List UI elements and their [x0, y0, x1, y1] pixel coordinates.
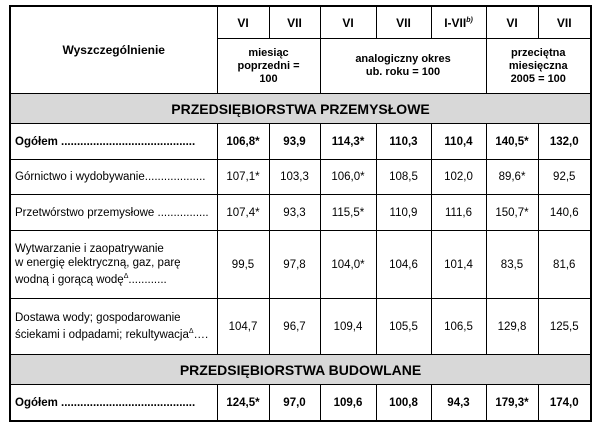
header-month-superscript: b): [466, 16, 473, 24]
row-label: [10, 231, 217, 299]
table-cell: 111,6: [431, 195, 486, 231]
table-cell: 179,3*: [486, 385, 538, 422]
section-industry-row: [10, 94, 591, 124]
table-cell: 103,3: [269, 160, 320, 195]
header-month: VII: [538, 6, 591, 39]
table-row: [10, 299, 591, 355]
row-label: Górnictwo i wydobywanie...................: [10, 160, 217, 195]
header-group-previous-month: miesiąc poprzedni = 100: [217, 39, 320, 94]
table-cell: 129,8: [486, 299, 538, 355]
table-cell: 104,0*: [320, 231, 376, 299]
table-cell: 102,0: [431, 160, 486, 195]
table-cell: 108,5: [376, 160, 431, 195]
table-cell: 93,9: [269, 124, 320, 160]
table-cell: 115,5*: [320, 195, 376, 231]
table-row: [10, 195, 591, 231]
table-cell: 107,1*: [217, 160, 269, 195]
table-row: [10, 231, 591, 299]
row-label: Ogółem ..........................................: [10, 124, 217, 160]
table-cell: 94,3: [431, 385, 486, 422]
table-cell: 106,5: [431, 299, 486, 355]
table-cell: 125,5: [538, 299, 591, 355]
table-cell: 92,5: [538, 160, 591, 195]
table-cell: 104,7: [217, 299, 269, 355]
section-title-industry: PRZEDSIĘBIORSTWA PRZEMYSŁOWE: [10, 94, 591, 124]
delta-marker: Δ: [188, 328, 194, 336]
table-cell: 93,3: [269, 195, 320, 231]
table-cell: 89,6*: [486, 160, 538, 195]
row-label: Przetwórstwo przemysłowe ................: [10, 195, 217, 231]
table-cell: 97,0: [269, 385, 320, 422]
row-label-line: Wytwarzanie i zaopatrywanie: [15, 243, 164, 256]
header-month: VI: [486, 6, 538, 39]
header-month: VII: [376, 6, 431, 39]
header-month: VI: [320, 6, 376, 39]
section-title-construction: PRZEDSIĘBIORSTWA BUDOWLANE: [10, 355, 591, 385]
row-label: [10, 299, 217, 355]
row-label-line: Dostawa wody; gospodarowanie: [15, 312, 181, 325]
table-cell: 140,6: [538, 195, 591, 231]
statistics-table-container: [9, 5, 590, 409]
table-cell: 100,8: [376, 385, 431, 422]
table-cell: 140,5*: [486, 124, 538, 160]
table-cell: 110,4: [431, 124, 486, 160]
table-row: [10, 124, 591, 160]
table-cell: 109,4: [320, 299, 376, 355]
header-month-label: I-VII: [444, 15, 467, 30]
table-cell: 110,9: [376, 195, 431, 231]
table-cell: 109,6: [320, 385, 376, 422]
row-label: Ogółem ..........................................: [10, 385, 217, 422]
header-month: VII: [269, 6, 320, 39]
table-cell: 104,6: [376, 231, 431, 299]
row-label-line: w energię elektryczną, gaz, parę: [15, 257, 181, 270]
table-cell: 124,5*: [217, 385, 269, 422]
table-cell: 96,7: [269, 299, 320, 355]
table-cell: 99,5: [217, 231, 269, 299]
header-month: VI: [217, 6, 269, 39]
table-cell: 106,0*: [320, 160, 376, 195]
statistics-table: [9, 5, 592, 422]
header-group-average-2005: przeciętna miesięczna 2005 = 100: [486, 39, 591, 94]
table-row: [10, 160, 591, 195]
header-months-row: [10, 6, 591, 39]
table-row: [10, 385, 591, 422]
table-cell: 97,8: [269, 231, 320, 299]
table-cell: 174,0: [538, 385, 591, 422]
table-cell: 114,3*: [320, 124, 376, 160]
table-cell: 105,5: [376, 299, 431, 355]
section-construction-row: [10, 355, 591, 385]
table-cell: 150,7*: [486, 195, 538, 231]
table-cell: 101,4: [431, 231, 486, 299]
row-label-line: ściekami i odpadami; rekultywacja$^\Delta$….: [15, 328, 209, 341]
header-row-label: Wyszczególnienie: [10, 6, 217, 94]
table-cell: 132,0: [538, 124, 591, 160]
row-label-line: wodną i gorącą wodę$^\Delta$............: [15, 273, 167, 286]
delta-marker: Δ: [123, 273, 129, 281]
header-month: [431, 6, 486, 39]
table-cell: 83,5: [486, 231, 538, 299]
table-cell: 107,4*: [217, 195, 269, 231]
table-cell: 106,8*: [217, 124, 269, 160]
table-cell: 81,6: [538, 231, 591, 299]
header-group-same-period: analogiczny okres ub. roku = 100: [320, 39, 486, 94]
table-cell: 110,3: [376, 124, 431, 160]
